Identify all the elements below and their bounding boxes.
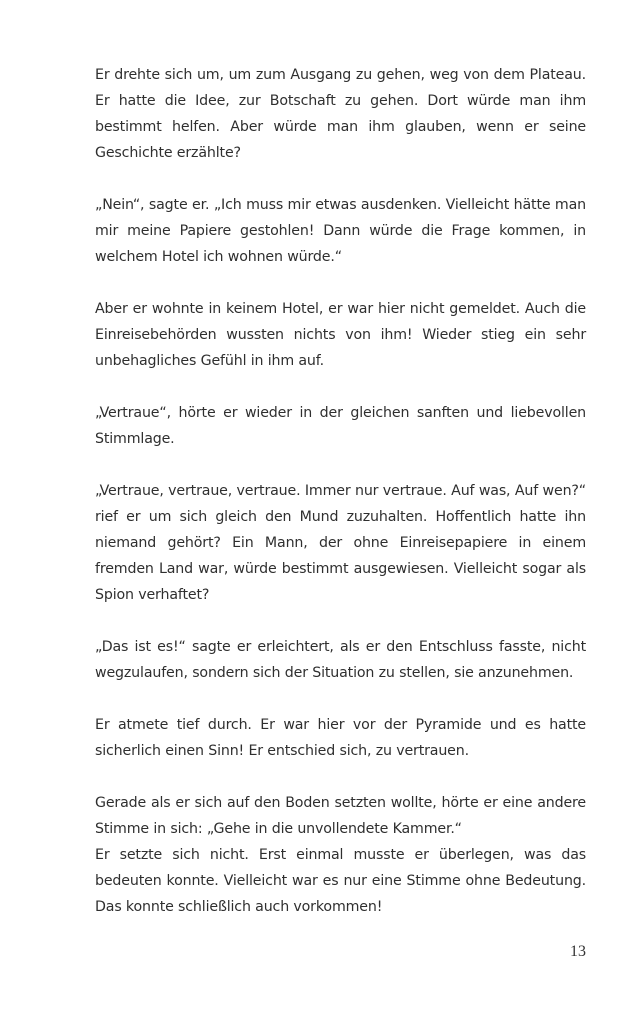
paragraph-tief-durchatmen: Er atmete tief durch. Er war hier vor der Pyramide und es hatte sicherlich einen Sinn! Er entschied sich, zu vertrauen. [95,717,586,759]
paragraph-ueberlegen: Er setzte sich nicht. Erst einmal musste er überlegen, was das bedeuten konnte. Vielleicht war es nur eine Stimme ohne Bedeutung. Das konnte schließlich auch vorkommen! [95,847,586,915]
paragraph-nein-papiere: „Nein“, sagte er. „Ich muss mir etwas ausdenken. Vielleicht hätte man mir meine Papiere gestohlen! Dann würde die Frage kommen, in welchem Hotel ich wohnen würde.“ [95,197,586,265]
paragraph-das-ist-es: „Das ist es!“ sagte er erleichtert, als er den Entschluss fasste, nicht wegzulaufen, sondern sich der Situation zu stellen, sie anzunehmen. [95,639,586,681]
paragraph-vertraue-stimmlage: „Vertraue“, hörte er wieder in der gleichen sanften und liebevollen Stimmlage. [95,405,586,447]
paragraph-unvollendete-kammer: Gerade als er sich auf den Boden setzten wollte, hörte er eine andere Stimme in sich: „Gehe in die unvollendete Kammer.“ [95,795,586,837]
paragraph-vertraue-ausruf: „Vertraue, vertraue, vertraue. Immer nur vertraue. Auf was, Auf wen?“ rief er um sich gleich den Mund zuzuhalten. Hoffentlich hatte ihn niemand gehört? Ein Mann, der ohne Einreisepapiere in einem fremden Land war, würde bestimmt ausgewiesen. Vielleicht sogar als Spion verhaftet? [95,483,586,603]
paragraph-exit-plateau: Er drehte sich um, um zum Ausgang zu gehen, weg von dem Plateau. Er hatte die Idee, zur Botschaft zu gehen. Dort würde man ihm bestimmt helfen. Aber würde man ihm glauben, wenn er seine Geschichte erzählte? [95,67,586,161]
page-number: 13 [570,943,586,960]
document-page-body [95,62,586,946]
paragraph-kein-hotel: Aber er wohnte in keinem Hotel, er war hier nicht gemeldet. Auch die Einreisebehörden wussten nichts von ihm! Wieder stieg ein sehr unbehagliches Gefühl in ihm auf. [95,301,586,369]
